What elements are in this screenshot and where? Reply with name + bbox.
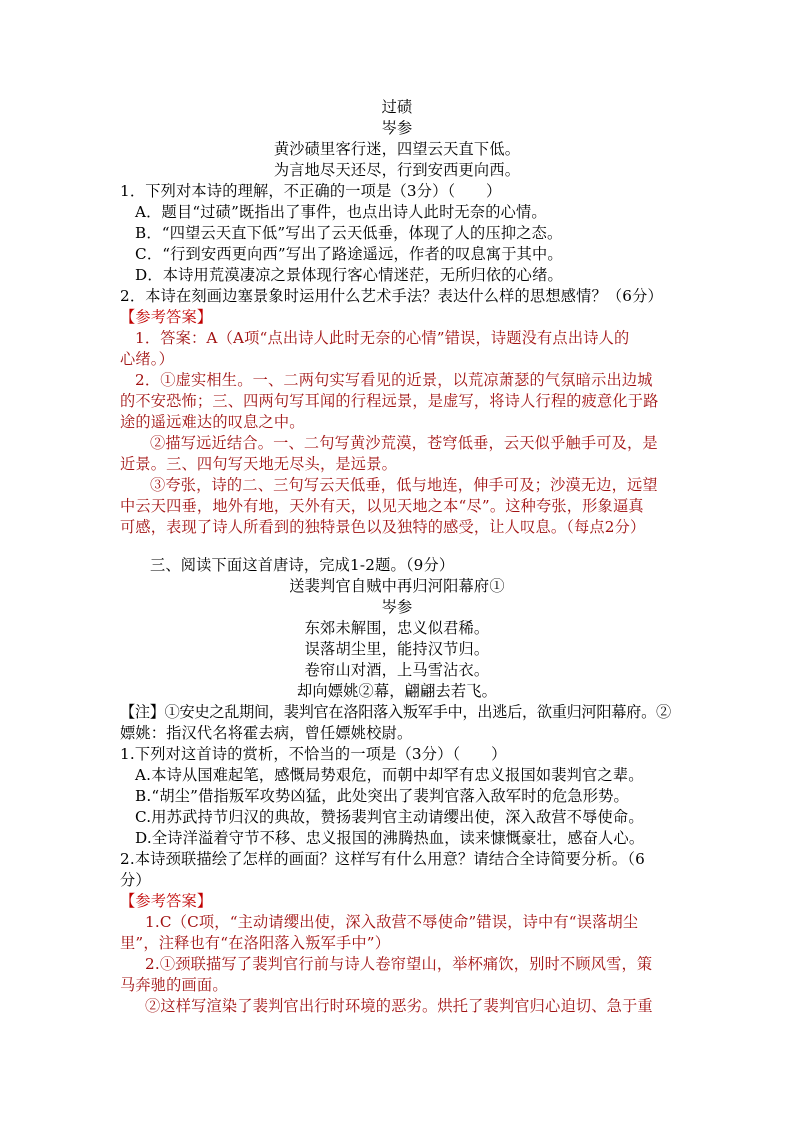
answers2-a1-line-1: 1.C（C项，“主动请缨出使，深入敌营不辱使命”错误，诗中有“误落胡尘	[145, 913, 639, 931]
answers1-heading: 【参考答案】	[120, 308, 213, 326]
poem1-author: 岑参	[381, 119, 413, 137]
poem2-line-1: 东郊未解围，忠义似君稀。	[304, 619, 490, 637]
answers1-a1-line-1: 1．答案：A（A项“点出诗人此时无奈的心情”错误，诗题没有点出诗人的	[135, 329, 630, 347]
note-line-2: 嫖姚：指汉代名将霍去病，曾任嫖姚校尉。	[120, 724, 413, 742]
q3-option-c: C.用苏武持节归汉的典故，赞扬裴判官主动请缨出使，深入敌营不辱使命。	[135, 808, 644, 826]
q1-option-b: B．“四望云天直下低”写出了云天低垂，体现了人的压抑之态。	[135, 224, 563, 242]
poem2-title: 送裴判官自贼中再归河阳幕府①	[289, 577, 505, 595]
q1-option-a: A．题目“过碛”既指出了事件，也点出诗人此时无奈的心情。	[135, 203, 547, 221]
answers1-a2-2-line-2: 近景。三、四句写天地无尽头，是远景。	[120, 455, 397, 473]
poem2-line-2: 误落胡尘里，能持汉节归。	[304, 640, 490, 658]
answers2-a2-line-1: 2.①颈联描写了裴判官行前与诗人卷帘望山，举杯痛饮，别时不顾风雪，策	[145, 955, 653, 973]
q1-option-d: D．本诗用荒漠凄凉之景体现行客心情迷茫，无所归依的心绪。	[135, 266, 563, 284]
poem1-line-1: 黄沙碛里客行迷，四望云天直下低。	[273, 140, 521, 158]
q4-stem-line-2: 分）	[120, 871, 151, 889]
answers2-a1-line-2: 里”，注释也有“在洛阳落入叛军手中”）	[120, 934, 391, 952]
poem2-author: 岑参	[381, 598, 413, 616]
answers2-a2-2-line-1: ②这样写渲染了裴判官出行时环境的恶劣。烘托了裴判官归心迫切、急于重	[145, 997, 653, 1015]
q3-option-b: B.“胡尘”借指叛军攻势凶猛，此处突出了裴判官落入敌军时的危急形势。	[135, 787, 629, 805]
poem1-title: 过碛	[381, 98, 413, 116]
answers1-a2-line-3: 途的遥远难达的叹息之中。	[120, 413, 305, 431]
poem2-line-3: 卷帘山对酒，上马雪沾衣。	[304, 661, 490, 679]
answers1-a2-3-line-3: 可感，表现了诗人所看到的独特景色以及独特的感受，让人叹息。（每点2分）	[120, 518, 646, 536]
answers1-a2-line-1: 2．①虚实相生。一、二两句实写看见的近景，以荒凉萧瑟的气氛暗示出边城	[135, 371, 653, 389]
answers1-a1-line-2: 心绪。）	[120, 350, 174, 368]
answers1-a2-2-line-1: ②描写远近结合。一、二句写黄沙荒漠，苍穹低垂，云天似乎触手可及，是	[150, 434, 658, 452]
q2-stem: 2．本诗在刻画边塞景象时运用什么艺术手法？表达什么样的思想感情？（6分）	[120, 287, 663, 305]
poem1-line-2: 为言地尽天还尽，行到安西更向西。	[273, 161, 521, 179]
q4-stem-line-1: 2.本诗颈联描绘了怎样的画面？这样写有什么用意？请结合全诗简要分析。（6	[120, 850, 645, 868]
q3-stem: 1.下列对这首诗的赏析，不恰当的一项是（3分）（ ）	[120, 745, 507, 763]
note-line-1: 【注】①安史之乱期间，裴判官在洛阳落入叛军手中，出逃后，欲重归河阳幕府。②	[120, 703, 671, 721]
answers1-a2-3-line-2: 中云天四垂，地外有地，天外有天，以见天地之本“尽”。这种夸张，形象逼真	[120, 497, 644, 515]
answers1-a2-line-2: 的不安恐怖；三、四两句写耳闻的行程远景，是虚写，将诗人行程的疲意化于路	[120, 392, 659, 410]
answers2-a2-line-2: 马奔驰的画面。	[120, 976, 228, 994]
answers1-a2-3-line-1: ③夸张，诗的二、三句写云天低垂，低与地连，伸手可及；沙漠无边，远望	[150, 476, 658, 494]
q3-option-d: D.全诗洋溢着守节不移、忠义报国的沸腾热血，读来慷慨豪壮，感奋人心。	[135, 829, 645, 847]
q1-option-c: C．“行到安西更向西”写出了路途遥远，作者的叹息寓于其中。	[135, 245, 563, 263]
section3-heading: 三、阅读下面这首唐诗，完成1-2题。（9分）	[150, 556, 455, 574]
poem2-line-4: 却向嫖姚②幕，翩翩去若飞。	[296, 682, 498, 700]
q1-stem: 1．下列对本诗的理解，不正确的一项是（3分）（ ）	[120, 182, 502, 200]
answers2-heading: 【参考答案】	[120, 892, 213, 910]
q3-option-a: A.本诗从国难起笔，感慨局势艰危，而朝中却罕有忠义报国如裴判官之辈。	[135, 766, 644, 784]
